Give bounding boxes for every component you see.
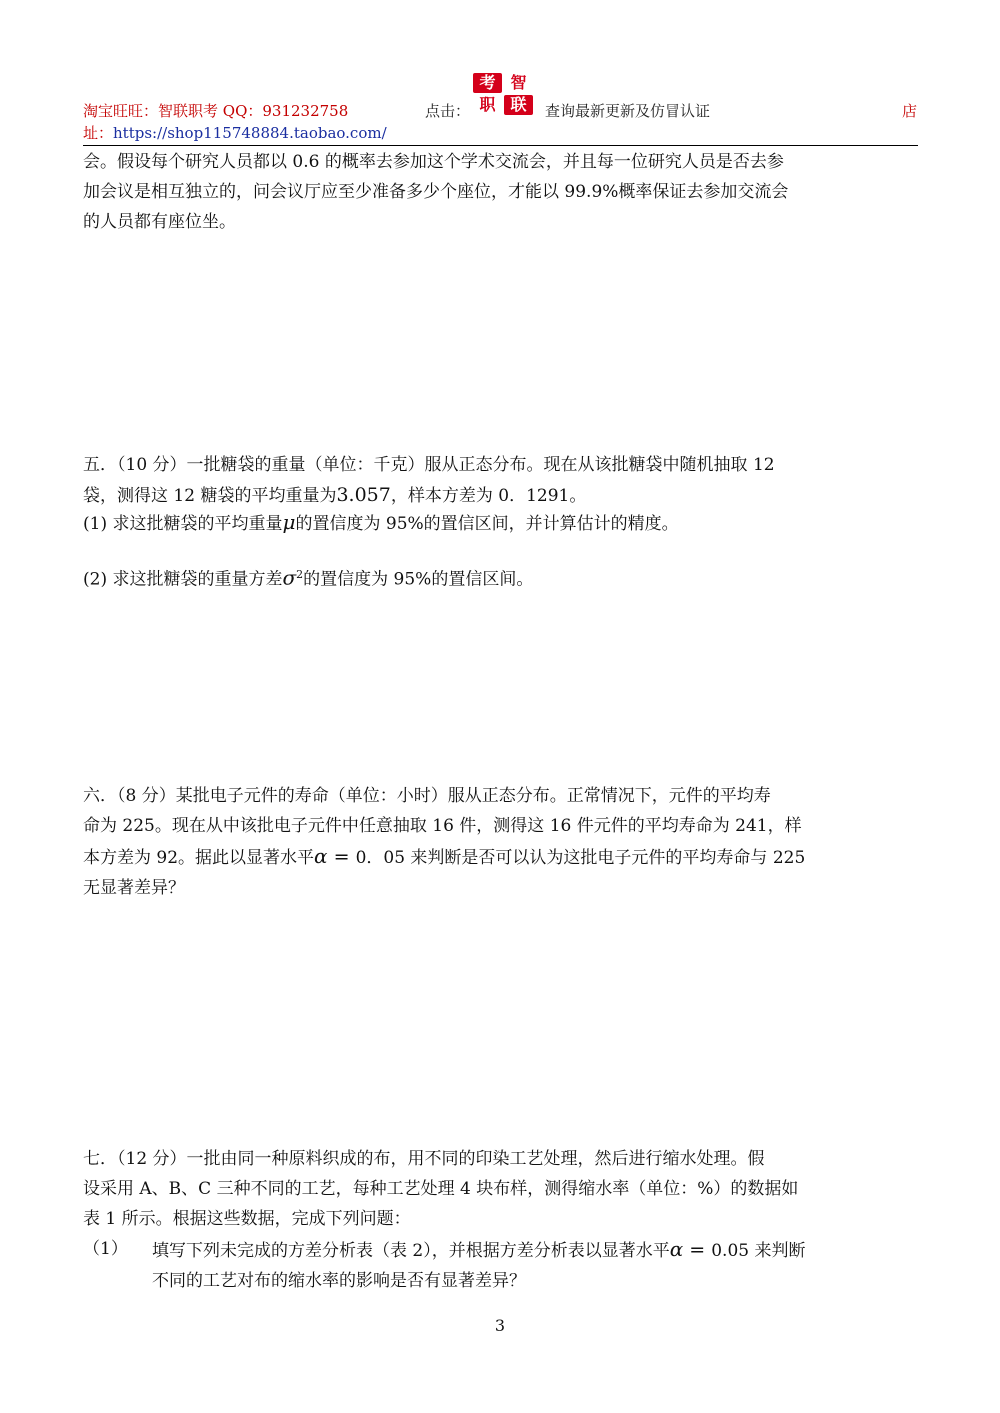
q4-line: 会。假设每个研究人员都以 0.6 的概率去参加这个学术交流会，并且每一位研究人员是否去参 — [83, 152, 784, 172]
q6-line-3 — [83, 841, 901, 873]
q6-text: 来判断是否可以认为这批电子元件的平均寿命与 225 — [405, 848, 806, 868]
question-4-tail — [83, 147, 901, 237]
q5-line-1: 五．（10 分）一批糖袋的重量（单位：千克）服从正态分布。现在从该批糖袋中随机抽取 12 — [83, 455, 775, 475]
mean-value: 3.057 — [336, 484, 391, 506]
q5-part2-text: 的置信度为 95%的置信区间。 — [303, 569, 534, 590]
alpha-symbol: α — [314, 844, 328, 868]
logo-char: 考 — [473, 73, 502, 93]
header-click-label: 点击： — [425, 102, 471, 120]
q5-part-1 — [83, 507, 901, 539]
header-store-tail: 店 — [902, 102, 918, 120]
q5-text: ，样本方差为 0．1291。 — [390, 486, 587, 506]
header-query-link[interactable]: 查询最新更新及仿冒认证 — [545, 102, 711, 120]
q4-line: 的人员都有座位坐。 — [83, 212, 236, 232]
zhilian-logo[interactable] — [473, 73, 535, 117]
exponent: 2 — [296, 568, 304, 581]
q5-part1-text: 的置信度为 95%的置信区间，并计算估计的精度。 — [295, 514, 679, 534]
logo-char: 职 — [473, 95, 502, 115]
shop-url-link[interactable]: https://shop115748884.taobao.com/ — [113, 124, 387, 142]
q6-line-4: 无显著差异？ — [83, 878, 185, 898]
q7-sub1-line-2: 不同的工艺对布的缩水率的影响是否有显著差异？ — [152, 1271, 526, 1291]
q4-line: 加会议是相互独立的，问会议厅应至少准备多少个座位，才能以 99.9%概率保证去参加交流会 — [83, 182, 789, 202]
header-address-prefix: 址： — [83, 124, 114, 142]
q5-part-2 — [83, 560, 901, 595]
page-number: 3 — [494, 1316, 506, 1335]
question-5 — [83, 450, 901, 511]
alpha-value: 0．05 — [355, 848, 406, 868]
alpha-symbol: α — [669, 1237, 684, 1261]
sigma-symbol: σ — [282, 565, 297, 590]
q7-sub-label: （1） — [83, 1239, 128, 1259]
equals-sign: = — [327, 846, 356, 868]
q7-line-1: 七．（12 分）一批由同一种原料织成的布，用不同的印染工艺处理，然后进行缩水处理。假 — [83, 1149, 765, 1169]
q7-text: 填写下列未完成的方差分析表（表 2），并根据方差分析表以显著水平 — [152, 1241, 670, 1261]
header-address — [83, 122, 387, 143]
question-6 — [83, 781, 901, 903]
q5-part2-text: (2) 求这批糖袋的重量方差 — [83, 569, 283, 590]
alpha-value: 0.05 — [711, 1241, 750, 1261]
q5-part1-text: (1) 求这批糖袋的平均重量 — [83, 514, 283, 534]
logo-char: 智 — [504, 73, 533, 93]
q6-line-1: 六．（8 分）某批电子元件的寿命（单位：小时）服从正态分布。正常情况下，元件的平均寿 — [83, 786, 771, 806]
question-7 — [83, 1144, 901, 1234]
logo-char: 联 — [504, 95, 533, 115]
mu-symbol: μ — [282, 510, 296, 534]
q6-line-2: 命为 225。现在从中该批电子元件中任意抽取 16 件，测得这 16 件元件的平均寿命为 241，样 — [83, 816, 802, 836]
q6-text: 本方差为 92。据此以显著水平 — [83, 848, 315, 868]
q7-line-2: 设采用 A、B、C 三种不同的工艺，每种工艺处理 4 块布样，测得缩水率（单位：%）的数据如 — [83, 1179, 799, 1199]
header-divider — [83, 145, 918, 146]
q7-line-3: 表 1 所示。根据这些数据，完成下列问题： — [83, 1209, 411, 1229]
q7-sub1-line-1 — [152, 1234, 912, 1266]
equals-sign: = — [683, 1239, 712, 1261]
q5-text: 袋，测得这 12 糖袋的平均重量为 — [83, 486, 337, 506]
header-shop-label: 淘宝旺旺：智联职考 QQ：931232758 — [83, 102, 349, 120]
q7-text: 来判断 — [749, 1241, 806, 1261]
q7-sub-1 — [152, 1234, 912, 1296]
